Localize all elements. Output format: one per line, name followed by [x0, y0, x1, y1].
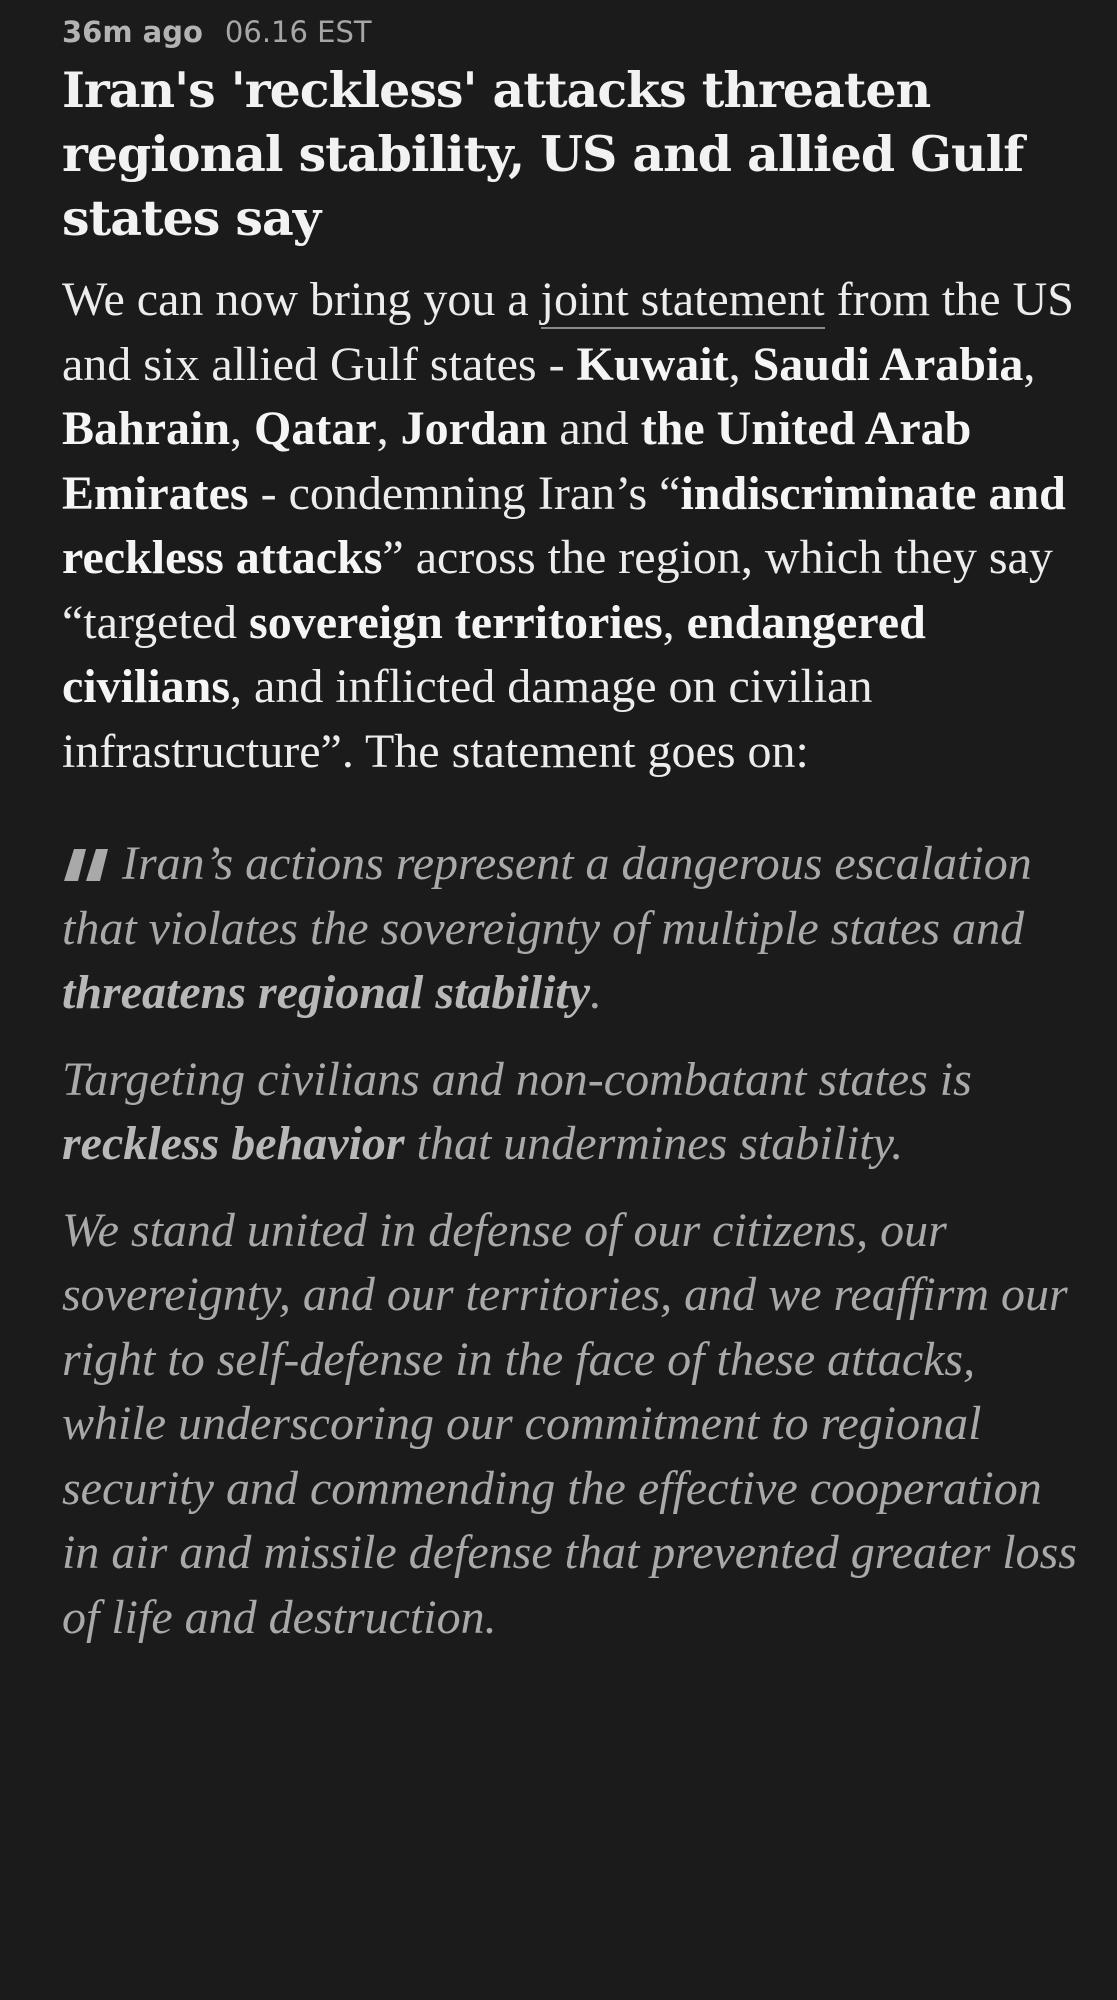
quote-mark-icon [62, 847, 110, 883]
post-meta [62, 10, 1077, 54]
body-text: We can now bring you a [62, 273, 541, 326]
country-saudi-arabia: Saudi Arabia [752, 337, 1024, 391]
quote-emphasis: threatens regional stability [62, 966, 591, 1019]
quote-text: Targeting civilians and non-combatant states is [62, 1052, 972, 1106]
quote-emphasis: reckless behavior [62, 1117, 405, 1170]
statement-quote [62, 832, 1077, 1650]
body-text: ” across the region, which they say “targeted [62, 531, 1053, 649]
quote-text: Iran’s actions represent a dangerous escalation that violates the sovereignty of multiple states and [62, 837, 1032, 955]
quote-paragraph [62, 1048, 1077, 1177]
emphasis-attacks: indiscriminate and reckless attacks [62, 466, 1066, 584]
emphasis-territories: sovereign territories [249, 595, 663, 649]
time-ago: 36m ago [62, 15, 203, 49]
quote-text: that undermines stability. [404, 1117, 904, 1170]
post-body [62, 268, 1077, 784]
timestamp: 06.16 EST [224, 15, 372, 49]
body-text: - condemning Iran’s “ [248, 466, 681, 520]
body-text: , [376, 402, 401, 455]
country-qatar: Qatar [254, 402, 377, 455]
body-text: and [547, 402, 641, 455]
quote-paragraph [62, 1199, 1077, 1651]
body-text: , [728, 337, 753, 391]
body-text: from the US and six allied Gulf states - [62, 273, 1074, 391]
country-jordan: Jordan [400, 402, 548, 455]
country-bahrain: Bahrain [62, 402, 231, 455]
body-text: , and inflicted damage on civilian infrastructure”. The statement goes on: [62, 660, 873, 778]
body-text: , [230, 402, 255, 455]
post-headline: Iran's 'reckless' attacks threaten regional stability, US and allied Gulf states say [62, 61, 1024, 247]
country-uae: the United Arab Emirates [62, 402, 972, 520]
quote-text: . [590, 966, 603, 1019]
emphasis-civilians: endangered civilians [62, 595, 926, 713]
quote-text: We stand united in defense of our citizens, our sovereignty, and our territories, and we reaffirm our right to self-defense in the face of these attacks, while underscoring our commitment to regional security and commending the effective cooperation in air and missile defense that prevented greater loss of life and destruction. [62, 1203, 1077, 1644]
joint-statement-link[interactable]: joint statement [541, 273, 825, 329]
body-text: , [662, 595, 687, 649]
quote-paragraph [62, 832, 1077, 1026]
country-kuwait: Kuwait [576, 337, 729, 391]
body-text: , [1023, 337, 1036, 391]
